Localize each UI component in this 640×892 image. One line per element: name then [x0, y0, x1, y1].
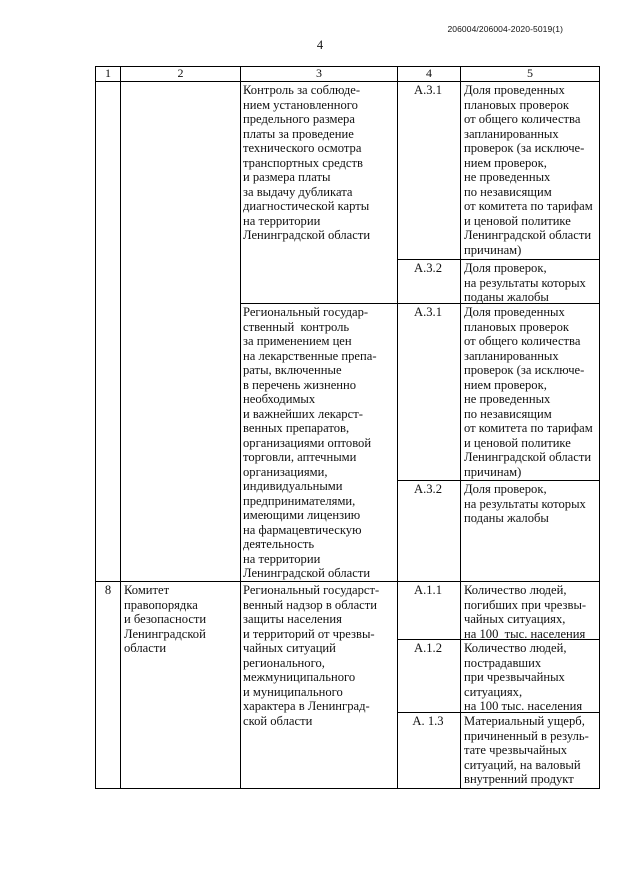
- row1-split: [397, 259, 600, 260]
- header-col-2: 2: [177, 66, 184, 80]
- col-sep-3: [397, 66, 398, 789]
- indicator-code: А.3.1: [414, 305, 442, 319]
- col-sep-2: [240, 66, 241, 789]
- header-col-1: 1: [105, 66, 111, 80]
- indicator-code: А. 1.3: [412, 714, 444, 728]
- header-col-4: 4: [426, 66, 432, 80]
- indicator-text: Количество людей, пострадавших при чрезвычайных ситуациях, на 100 тыс. населения: [464, 641, 583, 713]
- header-rule: [95, 81, 600, 82]
- indicator-code: А.3.2: [414, 261, 442, 275]
- indicator-code: А.3.2: [414, 482, 442, 496]
- header-col-3: 3: [316, 66, 322, 80]
- row-number: 8: [104, 583, 112, 597]
- row2-row8-rule: [95, 581, 600, 582]
- indicator-text: Количество людей, погибших при чрезвы- чайных ситуациях, на 100 тыс. населения: [464, 583, 587, 641]
- document-id: 206004/206004-2020-5019(1): [447, 24, 563, 34]
- indicator-code: А.1.2: [414, 641, 442, 655]
- control-type-cell: Региональный государст- венный надзор в области защиты населения и территорий от чрезвы- чайных ситуаций регионального, межмуниципального и муниципального характера в Ленинград- ской области: [243, 583, 380, 728]
- indicator-code: А.3.1: [414, 83, 442, 97]
- col-sep-4: [460, 66, 461, 789]
- control-type-cell: Контроль за соблюде- нием установленного предельного размера платы за проведение технического осмотра транспортных средств и размера платы за выдачу дубликата диагностической карты на территории Ленинградской области: [243, 83, 371, 242]
- border-right: [599, 66, 600, 789]
- indicator-text: Материальный ущерб, причиненный в резуль- тате чрезвычайных ситуаций, на валовый внутренний продукт: [464, 714, 589, 786]
- control-type-cell: Региональный государ- ственный контроль за применением цен на лекарственные препа- раты, включенные в перечень жизненно необходимых и важнейших лекарст- венных препаратов, организациями оптовой торговли, аптечными организациями, индивидуальными предпринимателями, имеющими лицензию на фармацевтическую деятельность на территории Ленинградской области: [243, 305, 377, 580]
- col-sep-1: [120, 66, 121, 789]
- indicator-text: Доля проведенных плановых проверок от общего количества запланированных проверок (за исключе- нием проверок, не проведенных по независящим от комитета по тарифам и ценовой политике Ленинградской области причинам): [464, 83, 593, 257]
- authority-cell: Комитет правопорядка и безопасности Ленинградской области: [124, 583, 207, 655]
- header-col-5: 5: [527, 66, 533, 80]
- border-left: [95, 66, 96, 789]
- indicator-text: Доля проверок, на результаты которых поданы жалобы: [464, 482, 586, 525]
- indicator-text: Доля проведенных плановых проверок от общего количества запланированных проверок (за исключе- нием проверок, не проведенных по независящим от комитета по тарифам и ценовой политике Ленинградской области причинам): [464, 305, 593, 479]
- indicator-text: Доля проверок, на результаты которых поданы жалобы: [464, 261, 586, 304]
- page-number: 4: [316, 38, 324, 52]
- border-bottom: [95, 788, 600, 789]
- row2-split: [397, 480, 600, 481]
- indicator-code: А.1.1: [414, 583, 442, 597]
